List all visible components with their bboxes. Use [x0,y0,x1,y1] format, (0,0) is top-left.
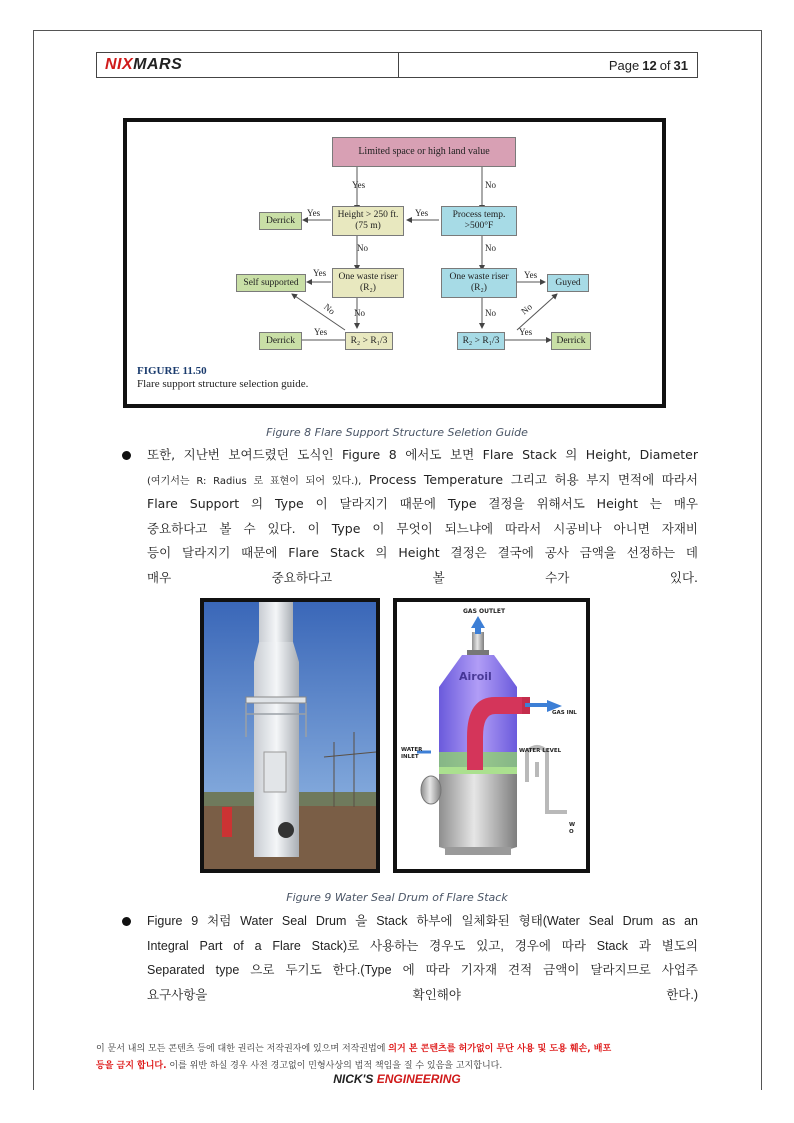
node-waste-riser-right: One waste riser (R₂) [441,268,517,298]
text-line: 또한, 지난번 보여드렸던 도식인 Figure 8 에서도 보면 Flare Stack 의 Height, Diameter [147,447,698,462]
figure-8-caption: Figure 8 Flare Support Structure Seletion Guide [266,426,528,439]
label-water-outlet: W O [569,822,576,835]
node-derrick-top: Derrick [259,212,302,230]
page-of: of [659,57,671,73]
page-total: 31 [673,57,688,73]
label-no: No [519,301,534,317]
page-header [96,52,698,78]
text-line: 등이 달라지기 때문에 Flare Stack 의 Height 결정은 결국에 공사 금액을 선정하는 데 [147,545,698,560]
node-waste-riser-left: One waste riser (R₂) [332,268,404,298]
text-line: 매우 중요하다고 볼 수가 있다. [147,569,698,585]
node-derrick-bottom-left: Derrick [259,332,302,350]
text-line: 중요하다고 볼 수 있다. 이 Type 이 무엇이 되느냐에 따라서 시공비나 아니면 자재비 [147,520,698,536]
text-line: Separated type 으로 두기도 한다.(Type 에 따라 기자재 견적 금액이 달라지므로 사업주 [147,963,698,977]
footer-brand: NICK'S ENGINEERING [333,1072,461,1086]
label-yes: Yes [313,268,327,278]
label-no: No [357,243,368,253]
node-self-supported: Self supported [236,274,306,292]
label-brand: Airoil [459,670,492,683]
page-number-cell [399,53,697,77]
node-process-temp: Process temp. >500°F [441,206,517,236]
text-line: 요구사항을 확인해야 한다.) [147,987,698,1002]
node-ratio-right: R₂ > R₁/3 [457,332,505,350]
text-line: Integral Part of a Flare Stack)로 사용하는 경우도 있고, 경우에 따라 Stack 과 별도의 [147,938,698,953]
node-limited-space: Limited space or high land value [332,137,516,167]
node-derrick-bottom-right: Derrick [551,332,591,350]
label-yes: Yes [352,180,366,190]
label-no: No [322,301,337,317]
bullet [122,451,131,460]
node-ratio-left: R₂ > R₁/3 [345,332,393,350]
photo-illustration [204,602,376,869]
text-line: Figure 9 처럼 Water Seal Drum 을 Stack 하부에 일체화된 형태(Water Seal Drum as an [147,914,698,928]
node-height: Height > 250 ft. (75 m) [332,206,404,236]
text-line: (여기서는 R: Radius 로 표현이 되어 있다.), Process Temperature 그리고 허용 부지 면적에 따라서 [147,471,698,487]
label-no: No [485,308,496,318]
figure-label: FIGURE 11.50 [137,365,207,377]
water-seal-drum-diagram [393,598,590,873]
label-yes: Yes [314,327,328,337]
label-yes: Yes [524,270,538,280]
figure-description: Flare support structure selection guide. [137,378,309,390]
paragraph-2 [147,909,698,1007]
label-water-level: WATER LEVEL [519,748,562,754]
drum-illustration [397,602,586,869]
page-number: 12 [642,57,657,73]
flare-stack-photo [200,598,380,873]
label-gas-outlet: GAS OUTLET [463,608,506,615]
node-guyed: Guyed [547,274,589,292]
label-yes: Yes [415,208,429,218]
text-line: Flare Support 의 Type 이 달라지기 때문에 Type 결정을 위해서도 Height 는 매우 [147,496,698,511]
paragraph-1 [147,443,698,590]
company-logo: NIXMARS [105,56,183,73]
copyright-notice: 이 문서 내의 모든 콘텐츠 등에 대한 권리는 저작권자에 있으며 저작권법에 의거 본 콘텐츠를 허가없이 무단 사용 및 도용 훼손, 배포 등을 금지 합니다. 이를 위반 하실 경우 사전 경고없이 민형사상의 법적 책임을 질 수 있음을 고지합니다. [96,1044,612,1071]
label-water-inlet: WATER INLET [401,747,423,760]
label-no: No [485,180,496,190]
label-yes: Yes [519,327,533,337]
label-no: No [354,308,365,318]
bullet [122,917,131,926]
label-gas-inlet: GAS INL [552,710,577,716]
label-no: No [485,243,496,253]
figure-9-caption: Figure 9 Water Seal Drum of Flare Stack [286,891,508,904]
figure-8-flowchart [123,118,666,408]
page-prefix: Page [608,57,640,73]
label-yes: Yes [307,208,321,218]
logo-cell [97,53,399,77]
